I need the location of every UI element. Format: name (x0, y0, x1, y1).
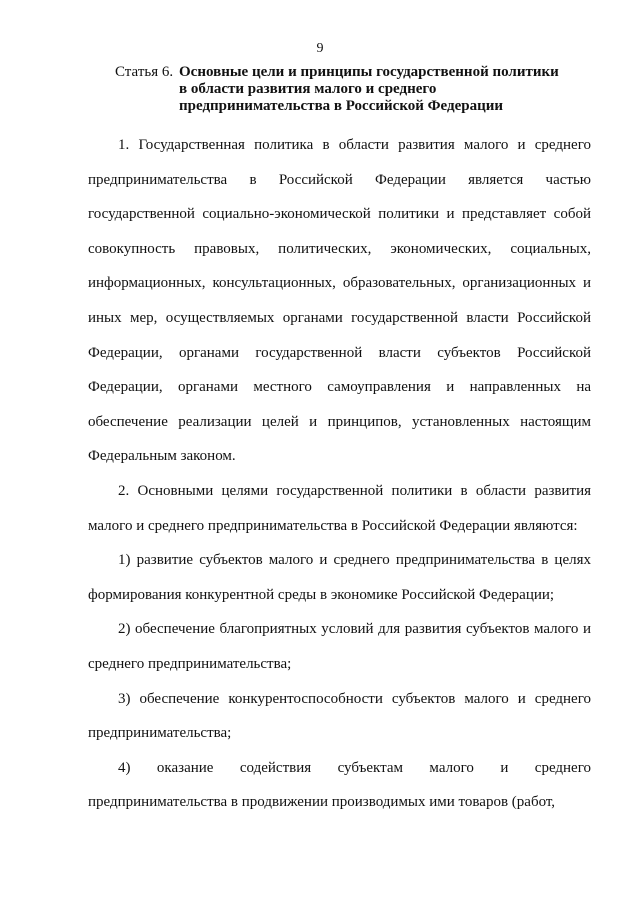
article-title: Основные цели и принципы государственной политики в области развития малого и среднего предпринимательства в Российской Федерации (179, 64, 559, 114)
list-item-3: 3) обеспечение конкурентоспособности субъектов малого и среднего предпринимательства; (88, 690, 591, 742)
article-label: Статья 6. (115, 64, 174, 80)
list-item-2: 2) обеспечение благоприятных условий для развития субъектов малого и среднего предпринимательства; (88, 621, 591, 672)
article-body (88, 128, 591, 820)
article-heading (115, 64, 585, 115)
list-item-4: 4) оказание содействия субъектам малого и среднего предпринимательства в продвижении производимых ими товаров (работ, (88, 759, 591, 811)
list-item-1: 1) развитие субъектов малого и среднего предпринимательства в целях формирования конкурентной среды в экономике Российской Федерации; (88, 552, 591, 603)
page-number: 9 (316, 41, 324, 56)
paragraph-2: 2. Основными целями государственной политики в области развития малого и среднего предпринимательства в Российской Федерации являются: (88, 482, 591, 534)
paragraph-1: 1. Государственная политика в области развития малого и среднего предпринимательства в Российской Федерации является частью государственной социально-экономической политики и представляет собой совокупность правовых, политических, экономических, социальных, информационных, консультационных, образовательных, организационных и иных мер, осуществляемых органами государственной власти Российской Федерации, органами государственной власти субъектов Российской Федерации, органами местного самоуправления и направленных на обеспечение реализации целей и принципов, установленных настоящим Федеральным законом. (88, 137, 591, 465)
